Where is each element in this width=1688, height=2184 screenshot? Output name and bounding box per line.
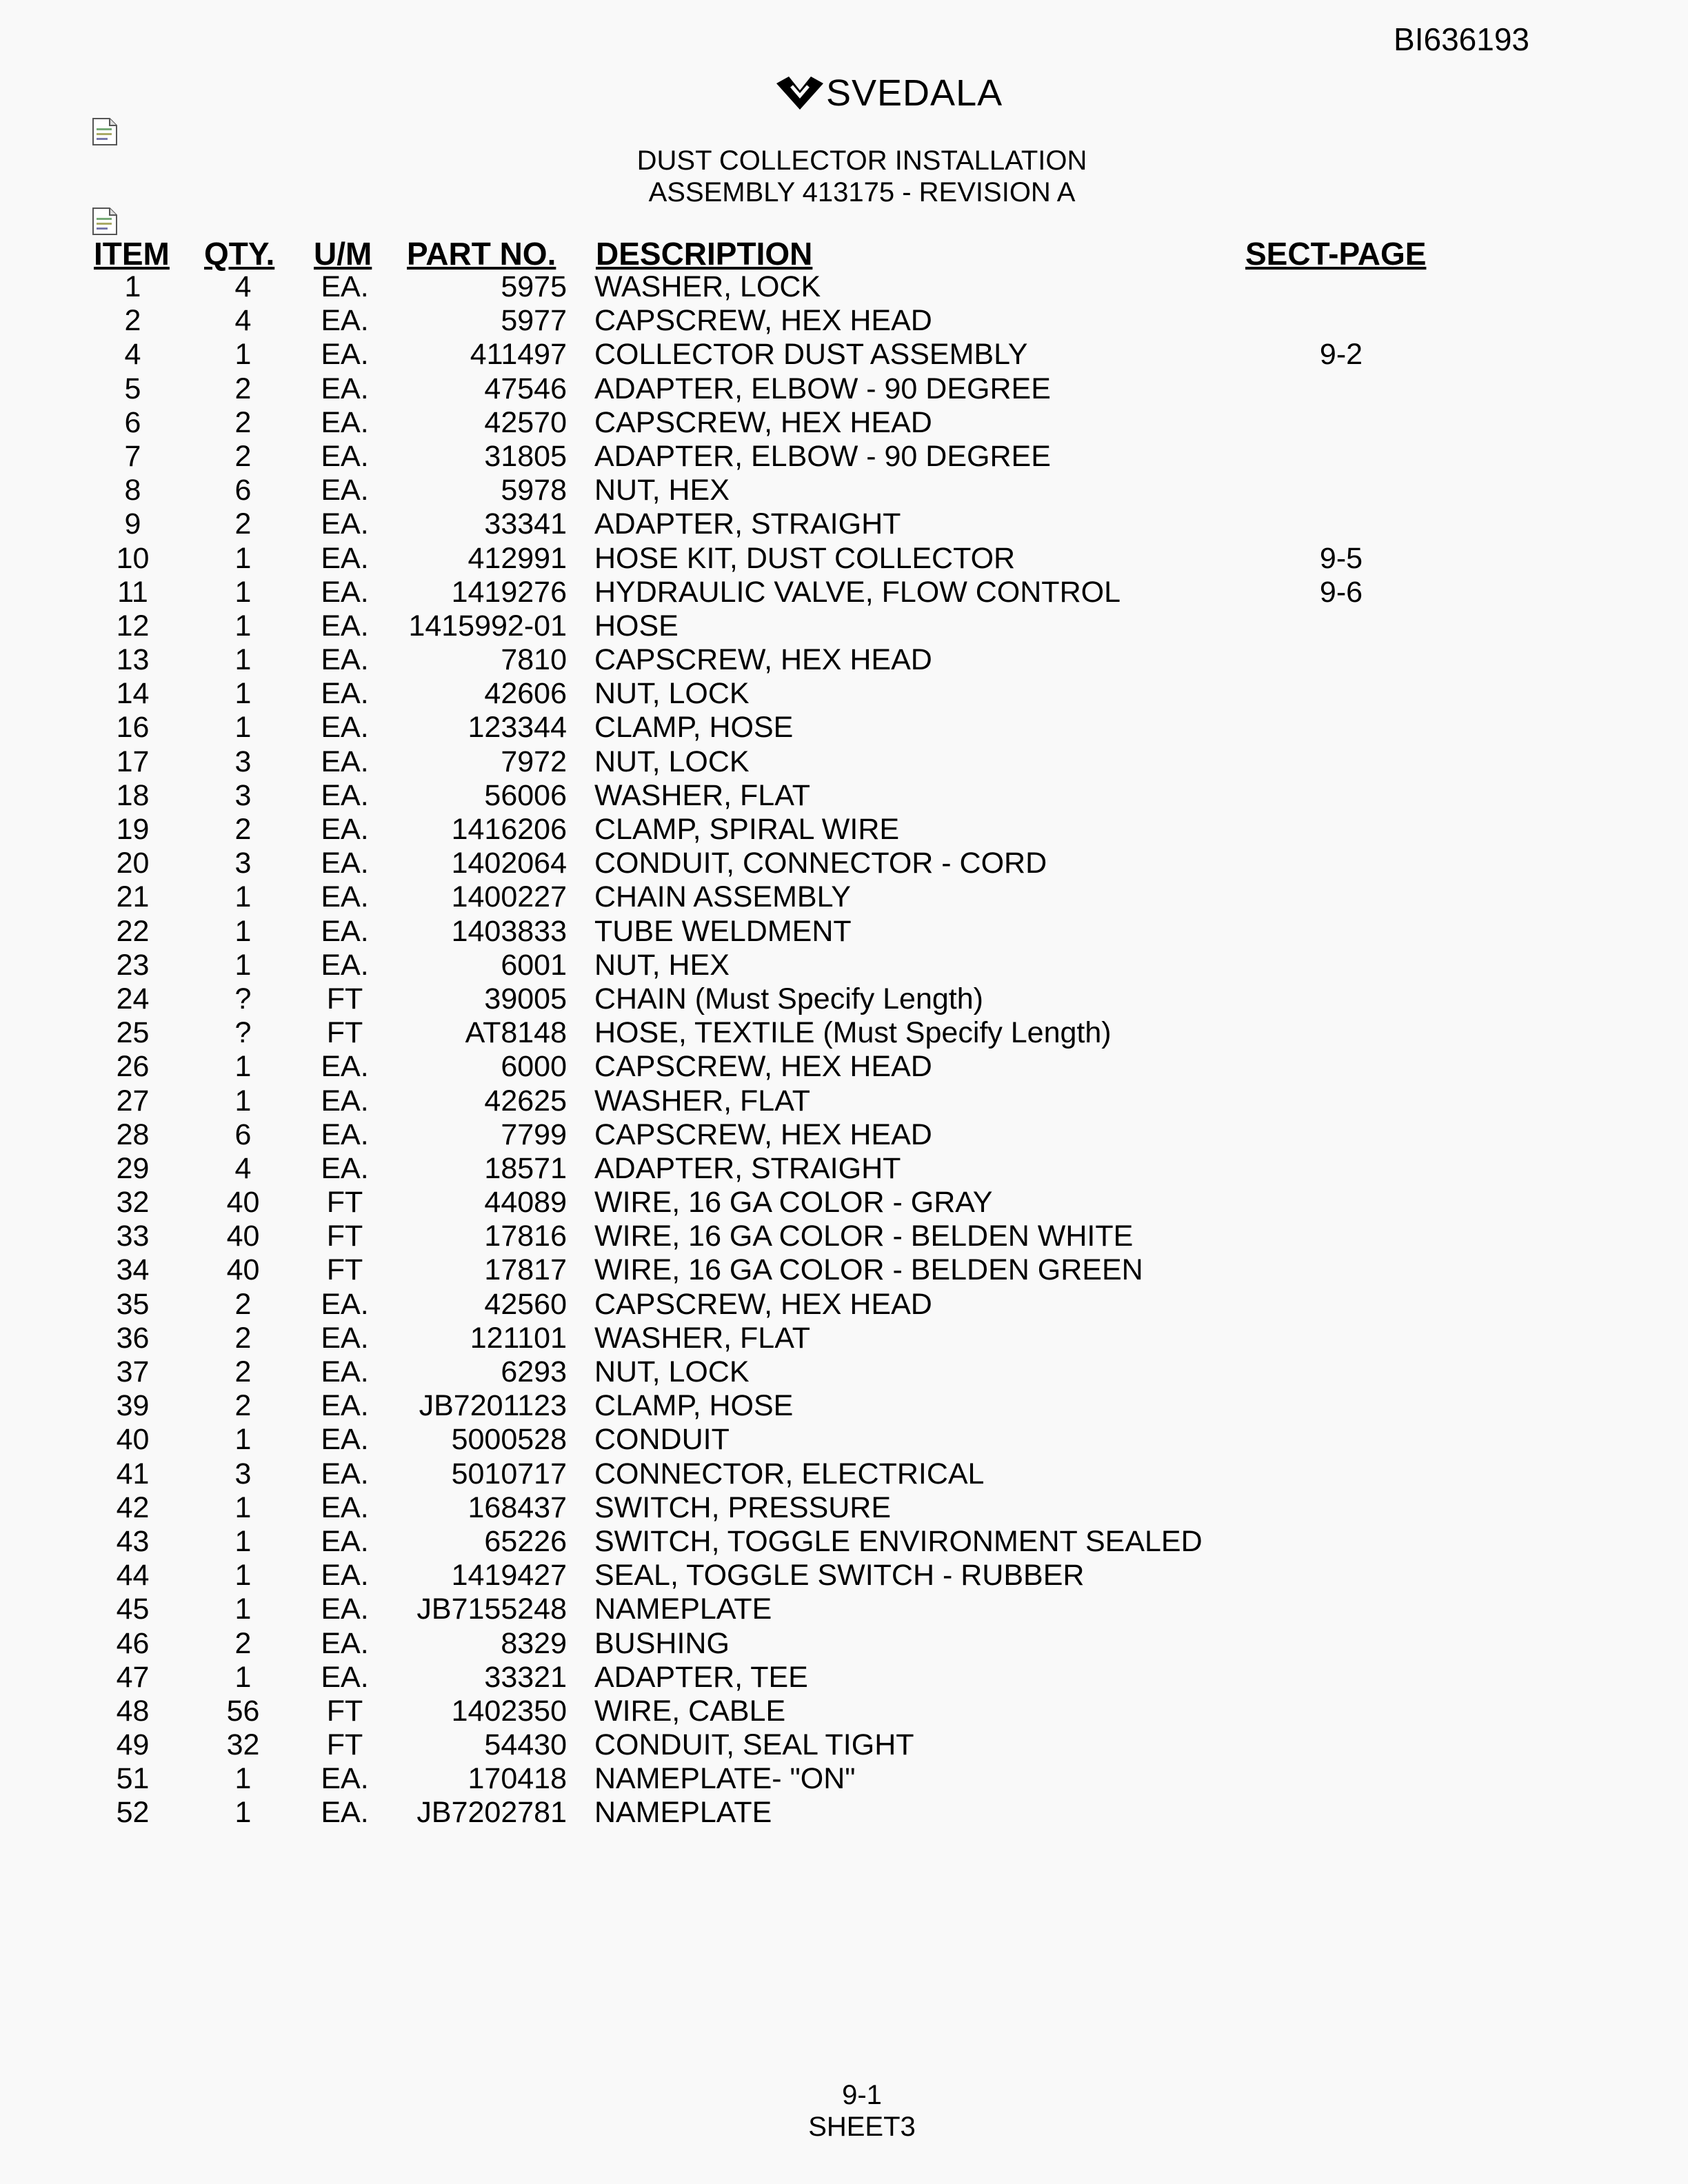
part-no-cell: 42625 xyxy=(484,1084,567,1118)
table-row xyxy=(0,813,1688,847)
qty-cell: 2 xyxy=(234,372,252,405)
document-id: BI636193 xyxy=(1394,21,1529,57)
um-cell: EA. xyxy=(321,847,369,880)
column-header-sect-page: SECT-PAGE xyxy=(1245,236,1427,272)
description-cell: WIRE, CABLE xyxy=(594,1694,786,1728)
part-no-cell: 1419276 xyxy=(451,575,567,609)
description-cell: NUT, HEX xyxy=(594,474,730,507)
um-cell: EA. xyxy=(321,1050,369,1084)
item-cell: 40 xyxy=(116,1423,150,1457)
qty-cell: 3 xyxy=(234,745,252,778)
item-cell: 6 xyxy=(124,405,141,439)
qty-cell: 1 xyxy=(234,948,252,982)
item-cell: 24 xyxy=(116,982,150,1015)
qty-cell: 2 xyxy=(234,813,252,846)
item-cell: 32 xyxy=(116,1186,150,1220)
item-cell: 2 xyxy=(124,304,141,338)
description-cell: ADAPTER, ELBOW - 90 DEGREE xyxy=(594,439,1051,473)
part-no-cell: 42560 xyxy=(484,1287,567,1321)
part-no-cell: 39005 xyxy=(484,982,567,1015)
part-no-cell: 44089 xyxy=(484,1186,567,1220)
part-no-cell: 7799 xyxy=(501,1118,567,1151)
um-cell: FT xyxy=(326,1253,363,1287)
item-cell: 26 xyxy=(116,1050,150,1084)
part-no-cell: 168437 xyxy=(468,1490,567,1524)
table-row xyxy=(0,1389,1688,1423)
um-cell: EA. xyxy=(321,1287,369,1321)
qty-cell: 2 xyxy=(234,439,252,473)
description-cell: WASHER, LOCK xyxy=(594,270,821,303)
part-no-cell: 5978 xyxy=(501,474,567,507)
um-cell: EA. xyxy=(321,1593,369,1626)
part-no-cell: 6001 xyxy=(501,948,567,982)
page-footer xyxy=(0,2079,1688,2143)
part-no-cell: 18571 xyxy=(484,1151,567,1185)
table-row xyxy=(0,880,1688,914)
table-row xyxy=(0,1118,1688,1152)
um-cell: EA. xyxy=(321,1762,369,1796)
item-cell: 51 xyxy=(116,1762,150,1796)
qty-cell: 4 xyxy=(234,304,252,338)
description-cell: SEAL, TOGGLE SWITCH - RUBBER xyxy=(594,1559,1085,1593)
description-cell: CAPSCREW, HEX HEAD xyxy=(594,304,932,338)
qty-cell: 1 xyxy=(234,1524,252,1558)
table-row xyxy=(0,1016,1688,1050)
item-cell: 36 xyxy=(116,1321,150,1355)
um-cell: EA. xyxy=(321,1389,369,1423)
um-cell: EA. xyxy=(321,1355,369,1388)
qty-cell: 1 xyxy=(234,1593,252,1626)
part-no-cell: JB7155248 xyxy=(416,1593,567,1626)
table-row xyxy=(0,1661,1688,1695)
table-row xyxy=(0,1050,1688,1084)
item-cell: 25 xyxy=(116,1016,150,1050)
item-cell: 41 xyxy=(116,1457,150,1490)
table-row xyxy=(0,440,1688,474)
um-cell: EA. xyxy=(321,1660,369,1694)
part-no-cell: 5975 xyxy=(501,270,567,303)
table-row xyxy=(0,304,1688,338)
document-title xyxy=(0,145,1688,208)
table-row xyxy=(0,1728,1688,1762)
qty-cell: 40 xyxy=(226,1186,260,1220)
part-no-cell: 7972 xyxy=(501,745,567,778)
description-cell: HOSE xyxy=(594,609,679,643)
um-cell: EA. xyxy=(321,474,369,507)
qty-cell: 1 xyxy=(234,609,252,643)
qty-cell: 1 xyxy=(234,1084,252,1118)
part-no-cell: 170418 xyxy=(468,1762,567,1796)
description-cell: WIRE, 16 GA COLOR - BELDEN WHITE xyxy=(594,1220,1134,1253)
column-header-qty: QTY. xyxy=(204,236,275,272)
part-no-cell: 17817 xyxy=(484,1253,567,1287)
sheet-label: SHEET3 xyxy=(808,2112,916,2142)
description-cell: NAMEPLATE xyxy=(594,1796,772,1830)
table-row xyxy=(0,779,1688,813)
um-cell: EA. xyxy=(321,1796,369,1830)
qty-cell: 1 xyxy=(234,677,252,711)
part-no-cell: 65226 xyxy=(484,1524,567,1558)
svedala-chevron-icon xyxy=(775,74,825,112)
description-cell: CLAMP, HOSE xyxy=(594,711,794,745)
item-cell: 20 xyxy=(116,847,150,880)
qty-cell: 1 xyxy=(234,338,252,372)
um-cell: EA. xyxy=(321,1423,369,1457)
description-cell: NAMEPLATE xyxy=(594,1593,772,1626)
table-row xyxy=(0,1559,1688,1593)
part-no-cell: 123344 xyxy=(468,711,567,745)
table-row xyxy=(0,1186,1688,1220)
part-no-cell: 31805 xyxy=(484,439,567,473)
item-cell: 17 xyxy=(116,745,150,778)
description-cell: CAPSCREW, HEX HEAD xyxy=(594,1118,932,1151)
qty-cell: 2 xyxy=(234,1321,252,1355)
item-cell: 16 xyxy=(116,711,150,745)
table-row xyxy=(0,1288,1688,1322)
description-cell: CHAIN (Must Specify Length) xyxy=(594,982,983,1015)
qty-cell: 1 xyxy=(234,1559,252,1593)
description-cell: HOSE, TEXTILE (Must Specify Length) xyxy=(594,1016,1112,1050)
item-cell: 47 xyxy=(116,1660,150,1694)
qty-cell: 4 xyxy=(234,270,252,303)
part-no-cell: JB7201123 xyxy=(419,1389,567,1423)
qty-cell: 1 xyxy=(234,643,252,677)
um-cell: EA. xyxy=(321,1626,369,1660)
table-row xyxy=(0,1152,1688,1186)
part-no-cell: 56006 xyxy=(484,778,567,812)
description-cell: TUBE WELDMENT xyxy=(594,914,852,948)
title-line-1: DUST COLLECTOR INSTALLATION xyxy=(636,145,1087,176)
item-cell: 45 xyxy=(116,1593,150,1626)
qty-cell: 4 xyxy=(234,1151,252,1185)
qty-cell: 1 xyxy=(234,1660,252,1694)
qty-cell: 2 xyxy=(234,1287,252,1321)
item-cell: 42 xyxy=(116,1490,150,1524)
um-cell: EA. xyxy=(321,507,369,541)
um-cell: EA. xyxy=(321,880,369,914)
part-no-cell: 412991 xyxy=(468,541,567,575)
description-cell: CAPSCREW, HEX HEAD xyxy=(594,1287,932,1321)
embedded-document-icon[interactable] xyxy=(92,207,118,236)
item-cell: 10 xyxy=(116,541,150,575)
qty-cell: 40 xyxy=(226,1220,260,1253)
description-cell: ADAPTER, TEE xyxy=(594,1660,808,1694)
qty-cell: 1 xyxy=(234,1762,252,1796)
description-cell: COLLECTOR DUST ASSEMBLY xyxy=(594,338,1028,372)
table-row xyxy=(0,406,1688,440)
qty-cell: 1 xyxy=(234,880,252,914)
part-no-cell: 33341 xyxy=(484,507,567,541)
part-no-cell: 42606 xyxy=(484,677,567,711)
item-cell: 37 xyxy=(116,1355,150,1388)
table-row xyxy=(0,711,1688,745)
company-logo xyxy=(775,72,1003,114)
table-row xyxy=(0,677,1688,711)
page-number: 9-1 xyxy=(842,2080,882,2110)
sect-page-cell: 9-6 xyxy=(1319,575,1363,609)
table-row xyxy=(0,949,1688,982)
table-row xyxy=(0,1593,1688,1626)
item-cell: 35 xyxy=(116,1287,150,1321)
um-cell: EA. xyxy=(321,541,369,575)
um-cell: EA. xyxy=(321,778,369,812)
table-row xyxy=(0,1220,1688,1253)
qty-cell: ? xyxy=(234,1016,252,1050)
um-cell: EA. xyxy=(321,914,369,948)
qty-cell: ? xyxy=(234,982,252,1015)
description-cell: NUT, LOCK xyxy=(594,1355,750,1388)
qty-cell: 1 xyxy=(234,1050,252,1084)
qty-cell: 3 xyxy=(234,1457,252,1490)
qty-cell: 56 xyxy=(226,1694,260,1728)
title-line-2: ASSEMBLY 413175 - REVISION A xyxy=(648,177,1076,208)
um-cell: EA. xyxy=(321,439,369,473)
um-cell: EA. xyxy=(321,1559,369,1593)
qty-cell: 3 xyxy=(234,847,252,880)
um-cell: EA. xyxy=(321,677,369,711)
column-header-description: DESCRIPTION xyxy=(596,236,813,272)
table-row xyxy=(0,372,1688,406)
table-row xyxy=(0,1355,1688,1389)
description-cell: WASHER, FLAT xyxy=(594,1321,810,1355)
table-row xyxy=(0,1491,1688,1525)
description-cell: BUSHING xyxy=(594,1626,730,1660)
part-no-cell: 1419427 xyxy=(451,1559,567,1593)
um-cell: EA. xyxy=(321,745,369,778)
part-no-cell: 47546 xyxy=(484,372,567,405)
um-cell: FT xyxy=(326,1220,363,1253)
item-cell: 9 xyxy=(124,507,141,541)
item-cell: 18 xyxy=(116,778,150,812)
item-cell: 14 xyxy=(116,677,150,711)
table-row xyxy=(0,1084,1688,1118)
table-row xyxy=(0,1627,1688,1661)
item-cell: 46 xyxy=(116,1626,150,1660)
embedded-document-icon[interactable] xyxy=(92,117,118,146)
description-cell: WASHER, FLAT xyxy=(594,1084,810,1118)
table-row xyxy=(0,338,1688,372)
qty-cell: 6 xyxy=(234,1118,252,1151)
description-cell: NUT, HEX xyxy=(594,948,730,982)
description-cell: HOSE KIT, DUST COLLECTOR xyxy=(594,541,1016,575)
item-cell: 5 xyxy=(124,372,141,405)
table-row xyxy=(0,609,1688,643)
description-cell: CHAIN ASSEMBLY xyxy=(594,880,851,914)
table-row xyxy=(0,576,1688,609)
qty-cell: 1 xyxy=(234,711,252,745)
qty-cell: 1 xyxy=(234,914,252,948)
qty-cell: 6 xyxy=(234,474,252,507)
qty-cell: 1 xyxy=(234,1796,252,1830)
item-cell: 49 xyxy=(116,1728,150,1762)
item-cell: 33 xyxy=(116,1220,150,1253)
item-cell: 1 xyxy=(124,270,141,303)
um-cell: EA. xyxy=(321,1118,369,1151)
um-cell: EA. xyxy=(321,1524,369,1558)
um-cell: EA. xyxy=(321,948,369,982)
qty-cell: 3 xyxy=(234,778,252,812)
table-row xyxy=(0,1423,1688,1457)
item-cell: 43 xyxy=(116,1524,150,1558)
table-row xyxy=(0,474,1688,507)
description-cell: CAPSCREW, HEX HEAD xyxy=(594,405,932,439)
item-cell: 21 xyxy=(116,880,150,914)
part-no-cell: 1402064 xyxy=(451,847,567,880)
item-cell: 4 xyxy=(124,338,141,372)
um-cell: EA. xyxy=(321,1321,369,1355)
description-cell: CAPSCREW, HEX HEAD xyxy=(594,1050,932,1084)
column-header-item: ITEM xyxy=(94,236,170,272)
item-cell: 19 xyxy=(116,813,150,846)
um-cell: EA. xyxy=(321,1490,369,1524)
qty-cell: 1 xyxy=(234,1423,252,1457)
description-cell: WIRE, 16 GA COLOR - GRAY xyxy=(594,1186,993,1220)
um-cell: FT xyxy=(326,1694,363,1728)
description-cell: WASHER, FLAT xyxy=(594,778,810,812)
sect-page-cell: 9-2 xyxy=(1319,338,1363,372)
table-row xyxy=(0,847,1688,880)
um-cell: EA. xyxy=(321,711,369,745)
um-cell: EA. xyxy=(321,1457,369,1490)
part-no-cell: 121101 xyxy=(470,1321,567,1355)
description-cell: CLAMP, HOSE xyxy=(594,1389,794,1423)
description-cell: HYDRAULIC VALVE, FLOW CONTROL xyxy=(594,575,1121,609)
um-cell: EA. xyxy=(321,405,369,439)
description-cell: ADAPTER, ELBOW - 90 DEGREE xyxy=(594,372,1051,405)
table-row xyxy=(0,1695,1688,1728)
qty-cell: 2 xyxy=(234,405,252,439)
table-row xyxy=(0,1457,1688,1491)
item-cell: 52 xyxy=(116,1796,150,1830)
table-row xyxy=(0,1253,1688,1287)
qty-cell: 2 xyxy=(234,1626,252,1660)
sect-page-cell: 9-5 xyxy=(1319,541,1363,575)
part-no-cell: AT8148 xyxy=(465,1016,567,1050)
part-no-cell: 5000528 xyxy=(451,1423,567,1457)
part-no-cell: 6000 xyxy=(501,1050,567,1084)
description-cell: CONNECTOR, ELECTRICAL xyxy=(594,1457,985,1490)
qty-cell: 2 xyxy=(234,1355,252,1388)
part-no-cell: 54430 xyxy=(484,1728,567,1762)
um-cell: EA. xyxy=(321,813,369,846)
part-no-cell: JB7202781 xyxy=(416,1796,567,1830)
qty-cell: 2 xyxy=(234,1389,252,1423)
item-cell: 44 xyxy=(116,1559,150,1593)
qty-cell: 40 xyxy=(226,1253,260,1287)
description-cell: CONDUIT, SEAL TIGHT xyxy=(594,1728,914,1762)
item-cell: 7 xyxy=(124,439,141,473)
item-cell: 27 xyxy=(116,1084,150,1118)
part-no-cell: 411497 xyxy=(470,338,567,372)
description-cell: NUT, LOCK xyxy=(594,745,750,778)
description-cell: SWITCH, TOGGLE ENVIRONMENT SEALED xyxy=(594,1524,1203,1558)
table-row xyxy=(0,270,1688,304)
description-cell: ADAPTER, STRAIGHT xyxy=(594,1151,901,1185)
um-cell: EA. xyxy=(321,1084,369,1118)
table-row xyxy=(0,1525,1688,1559)
description-cell: ADAPTER, STRAIGHT xyxy=(594,507,901,541)
table-row xyxy=(0,915,1688,949)
table-row xyxy=(0,982,1688,1016)
qty-cell: 1 xyxy=(234,541,252,575)
item-cell: 8 xyxy=(124,474,141,507)
description-cell: NUT, LOCK xyxy=(594,677,750,711)
um-cell: FT xyxy=(326,982,363,1015)
description-cell: CONDUIT, CONNECTOR - CORD xyxy=(594,847,1047,880)
item-cell: 39 xyxy=(116,1389,150,1423)
um-cell: EA. xyxy=(321,270,369,303)
um-cell: EA. xyxy=(321,609,369,643)
item-cell: 13 xyxy=(116,643,150,677)
description-cell: NAMEPLATE- "ON" xyxy=(594,1762,856,1796)
description-cell: CLAMP, SPIRAL WIRE xyxy=(594,813,900,846)
um-cell: FT xyxy=(326,1186,363,1220)
logo-text: SVEDALA xyxy=(826,72,1003,114)
item-cell: 12 xyxy=(116,609,150,643)
um-cell: FT xyxy=(326,1016,363,1050)
description-cell: CONDUIT xyxy=(594,1423,730,1457)
um-cell: EA. xyxy=(321,575,369,609)
item-cell: 23 xyxy=(116,948,150,982)
table-row xyxy=(0,1762,1688,1796)
qty-cell: 2 xyxy=(234,507,252,541)
um-cell: FT xyxy=(326,1728,363,1762)
description-cell: WIRE, 16 GA COLOR - BELDEN GREEN xyxy=(594,1253,1143,1287)
part-no-cell: 6293 xyxy=(501,1355,567,1388)
item-cell: 11 xyxy=(117,575,148,609)
um-cell: EA. xyxy=(321,643,369,677)
qty-cell: 1 xyxy=(234,1490,252,1524)
table-row xyxy=(0,507,1688,541)
item-cell: 22 xyxy=(116,914,150,948)
column-header-part-no: PART NO. xyxy=(407,236,556,272)
table-row xyxy=(0,643,1688,677)
description-cell: CAPSCREW, HEX HEAD xyxy=(594,643,932,677)
part-no-cell: 1400227 xyxy=(451,880,567,914)
part-no-cell: 1402350 xyxy=(451,1694,567,1728)
parts-table-body xyxy=(0,270,1688,1830)
column-header-um: U/M xyxy=(314,236,372,272)
part-no-cell: 5010717 xyxy=(451,1457,567,1490)
table-row xyxy=(0,1322,1688,1355)
description-cell: SWITCH, PRESSURE xyxy=(594,1490,892,1524)
part-no-cell: 7810 xyxy=(501,643,567,677)
qty-cell: 1 xyxy=(234,575,252,609)
table-row xyxy=(0,1796,1688,1830)
part-no-cell: 1415992-01 xyxy=(408,609,567,643)
item-cell: 29 xyxy=(116,1151,150,1185)
part-no-cell: 42570 xyxy=(484,405,567,439)
um-cell: EA. xyxy=(321,1151,369,1185)
table-row xyxy=(0,745,1688,779)
item-cell: 34 xyxy=(116,1253,150,1287)
part-no-cell: 1403833 xyxy=(451,914,567,948)
table-row xyxy=(0,542,1688,576)
part-no-cell: 33321 xyxy=(484,1660,567,1694)
qty-cell: 32 xyxy=(226,1728,260,1762)
um-cell: EA. xyxy=(321,338,369,372)
item-cell: 48 xyxy=(116,1694,150,1728)
part-no-cell: 8329 xyxy=(501,1626,567,1660)
um-cell: EA. xyxy=(321,304,369,338)
part-no-cell: 17816 xyxy=(484,1220,567,1253)
item-cell: 28 xyxy=(116,1118,150,1151)
part-no-cell: 1416206 xyxy=(451,813,567,846)
part-no-cell: 5977 xyxy=(501,304,567,338)
um-cell: EA. xyxy=(321,372,369,405)
